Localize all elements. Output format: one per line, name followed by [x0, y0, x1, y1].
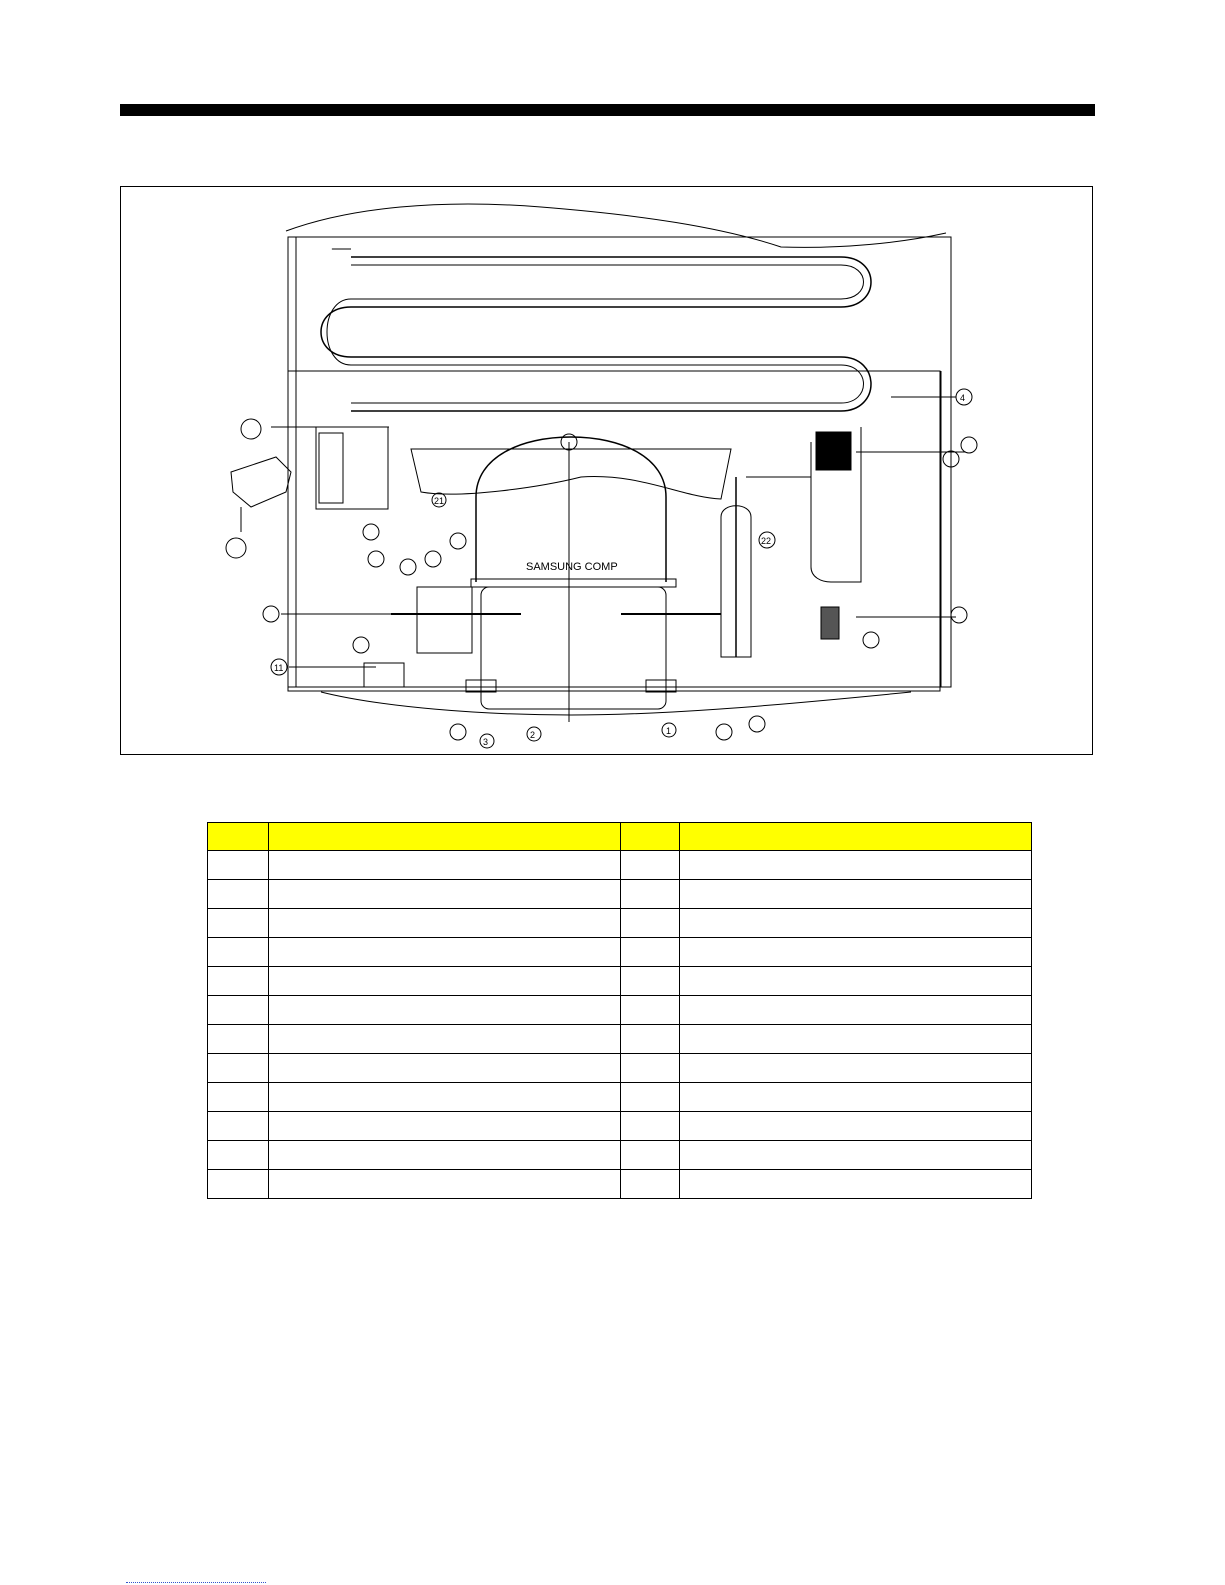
table-row [208, 909, 1032, 938]
table-row [208, 851, 1032, 880]
table-row [208, 1025, 1032, 1054]
header-no-2 [621, 823, 680, 851]
table-cell [680, 938, 1032, 967]
table-cell [208, 1025, 269, 1054]
table-cell [621, 880, 680, 909]
header-part-1 [269, 823, 621, 851]
table-cell [269, 1054, 621, 1083]
table-cell [680, 1112, 1032, 1141]
table-cell [208, 967, 269, 996]
table-cell [621, 996, 680, 1025]
table-cell [680, 967, 1032, 996]
table-cell [208, 880, 269, 909]
table-cell [269, 938, 621, 967]
header-no-1 [208, 823, 269, 851]
table-cell [269, 1170, 621, 1199]
table-cell [680, 1054, 1032, 1083]
table-row [208, 938, 1032, 967]
table-cell [621, 1112, 680, 1141]
table-row [208, 996, 1032, 1025]
table-cell [208, 996, 269, 1025]
header-part-2 [680, 823, 1032, 851]
table-cell [208, 851, 269, 880]
table-cell [269, 996, 621, 1025]
table-cell [621, 967, 680, 996]
diagram-drawing [121, 187, 1092, 754]
table-cell [269, 909, 621, 938]
table-row [208, 1112, 1032, 1141]
callout-11: 11 [274, 663, 284, 673]
table-row [208, 1170, 1032, 1199]
header-rule [120, 104, 1095, 116]
callout-22: 22 [761, 536, 772, 546]
table-cell [680, 1170, 1032, 1199]
callout-1: 1 [666, 726, 672, 736]
table-cell [680, 1025, 1032, 1054]
table-cell [208, 1141, 269, 1170]
table-cell [680, 909, 1032, 938]
table-cell [621, 1083, 680, 1112]
table-cell [208, 909, 269, 938]
table-cell [269, 851, 621, 880]
table-cell [621, 1141, 680, 1170]
table-cell [621, 909, 680, 938]
table-cell [269, 1083, 621, 1112]
table-cell [269, 1025, 621, 1054]
table-cell [208, 1112, 269, 1141]
table-cell [680, 880, 1032, 909]
table-cell [680, 851, 1032, 880]
table-row [208, 967, 1032, 996]
table-cell [621, 851, 680, 880]
table-cell [208, 1170, 269, 1199]
table-cell [208, 1054, 269, 1083]
footer-link-underline[interactable] [126, 1582, 266, 1583]
callout-3: 3 [483, 737, 489, 747]
parts-table-header [208, 823, 1032, 851]
table-row [208, 1083, 1032, 1112]
table-cell [621, 1054, 680, 1083]
table-cell [269, 967, 621, 996]
table-cell [208, 1083, 269, 1112]
callout-2: 2 [530, 730, 536, 740]
compressor-label: SAMSUNG COMP [526, 561, 618, 573]
callout-21: 21 [434, 496, 445, 506]
table-row [208, 1141, 1032, 1170]
table-row [208, 880, 1032, 909]
table-cell [269, 1141, 621, 1170]
refrigerator-machine-compartment-diagram [120, 186, 1093, 755]
table-cell [269, 880, 621, 909]
table-cell [680, 1083, 1032, 1112]
table-cell [621, 1170, 680, 1199]
table-row [208, 1054, 1032, 1083]
table-cell [269, 1112, 621, 1141]
parts-table [207, 822, 1032, 1199]
table-cell [621, 1025, 680, 1054]
table-cell [208, 938, 269, 967]
table-cell [680, 996, 1032, 1025]
callout-4: 4 [960, 393, 966, 403]
table-cell [621, 938, 680, 967]
table-cell [680, 1141, 1032, 1170]
